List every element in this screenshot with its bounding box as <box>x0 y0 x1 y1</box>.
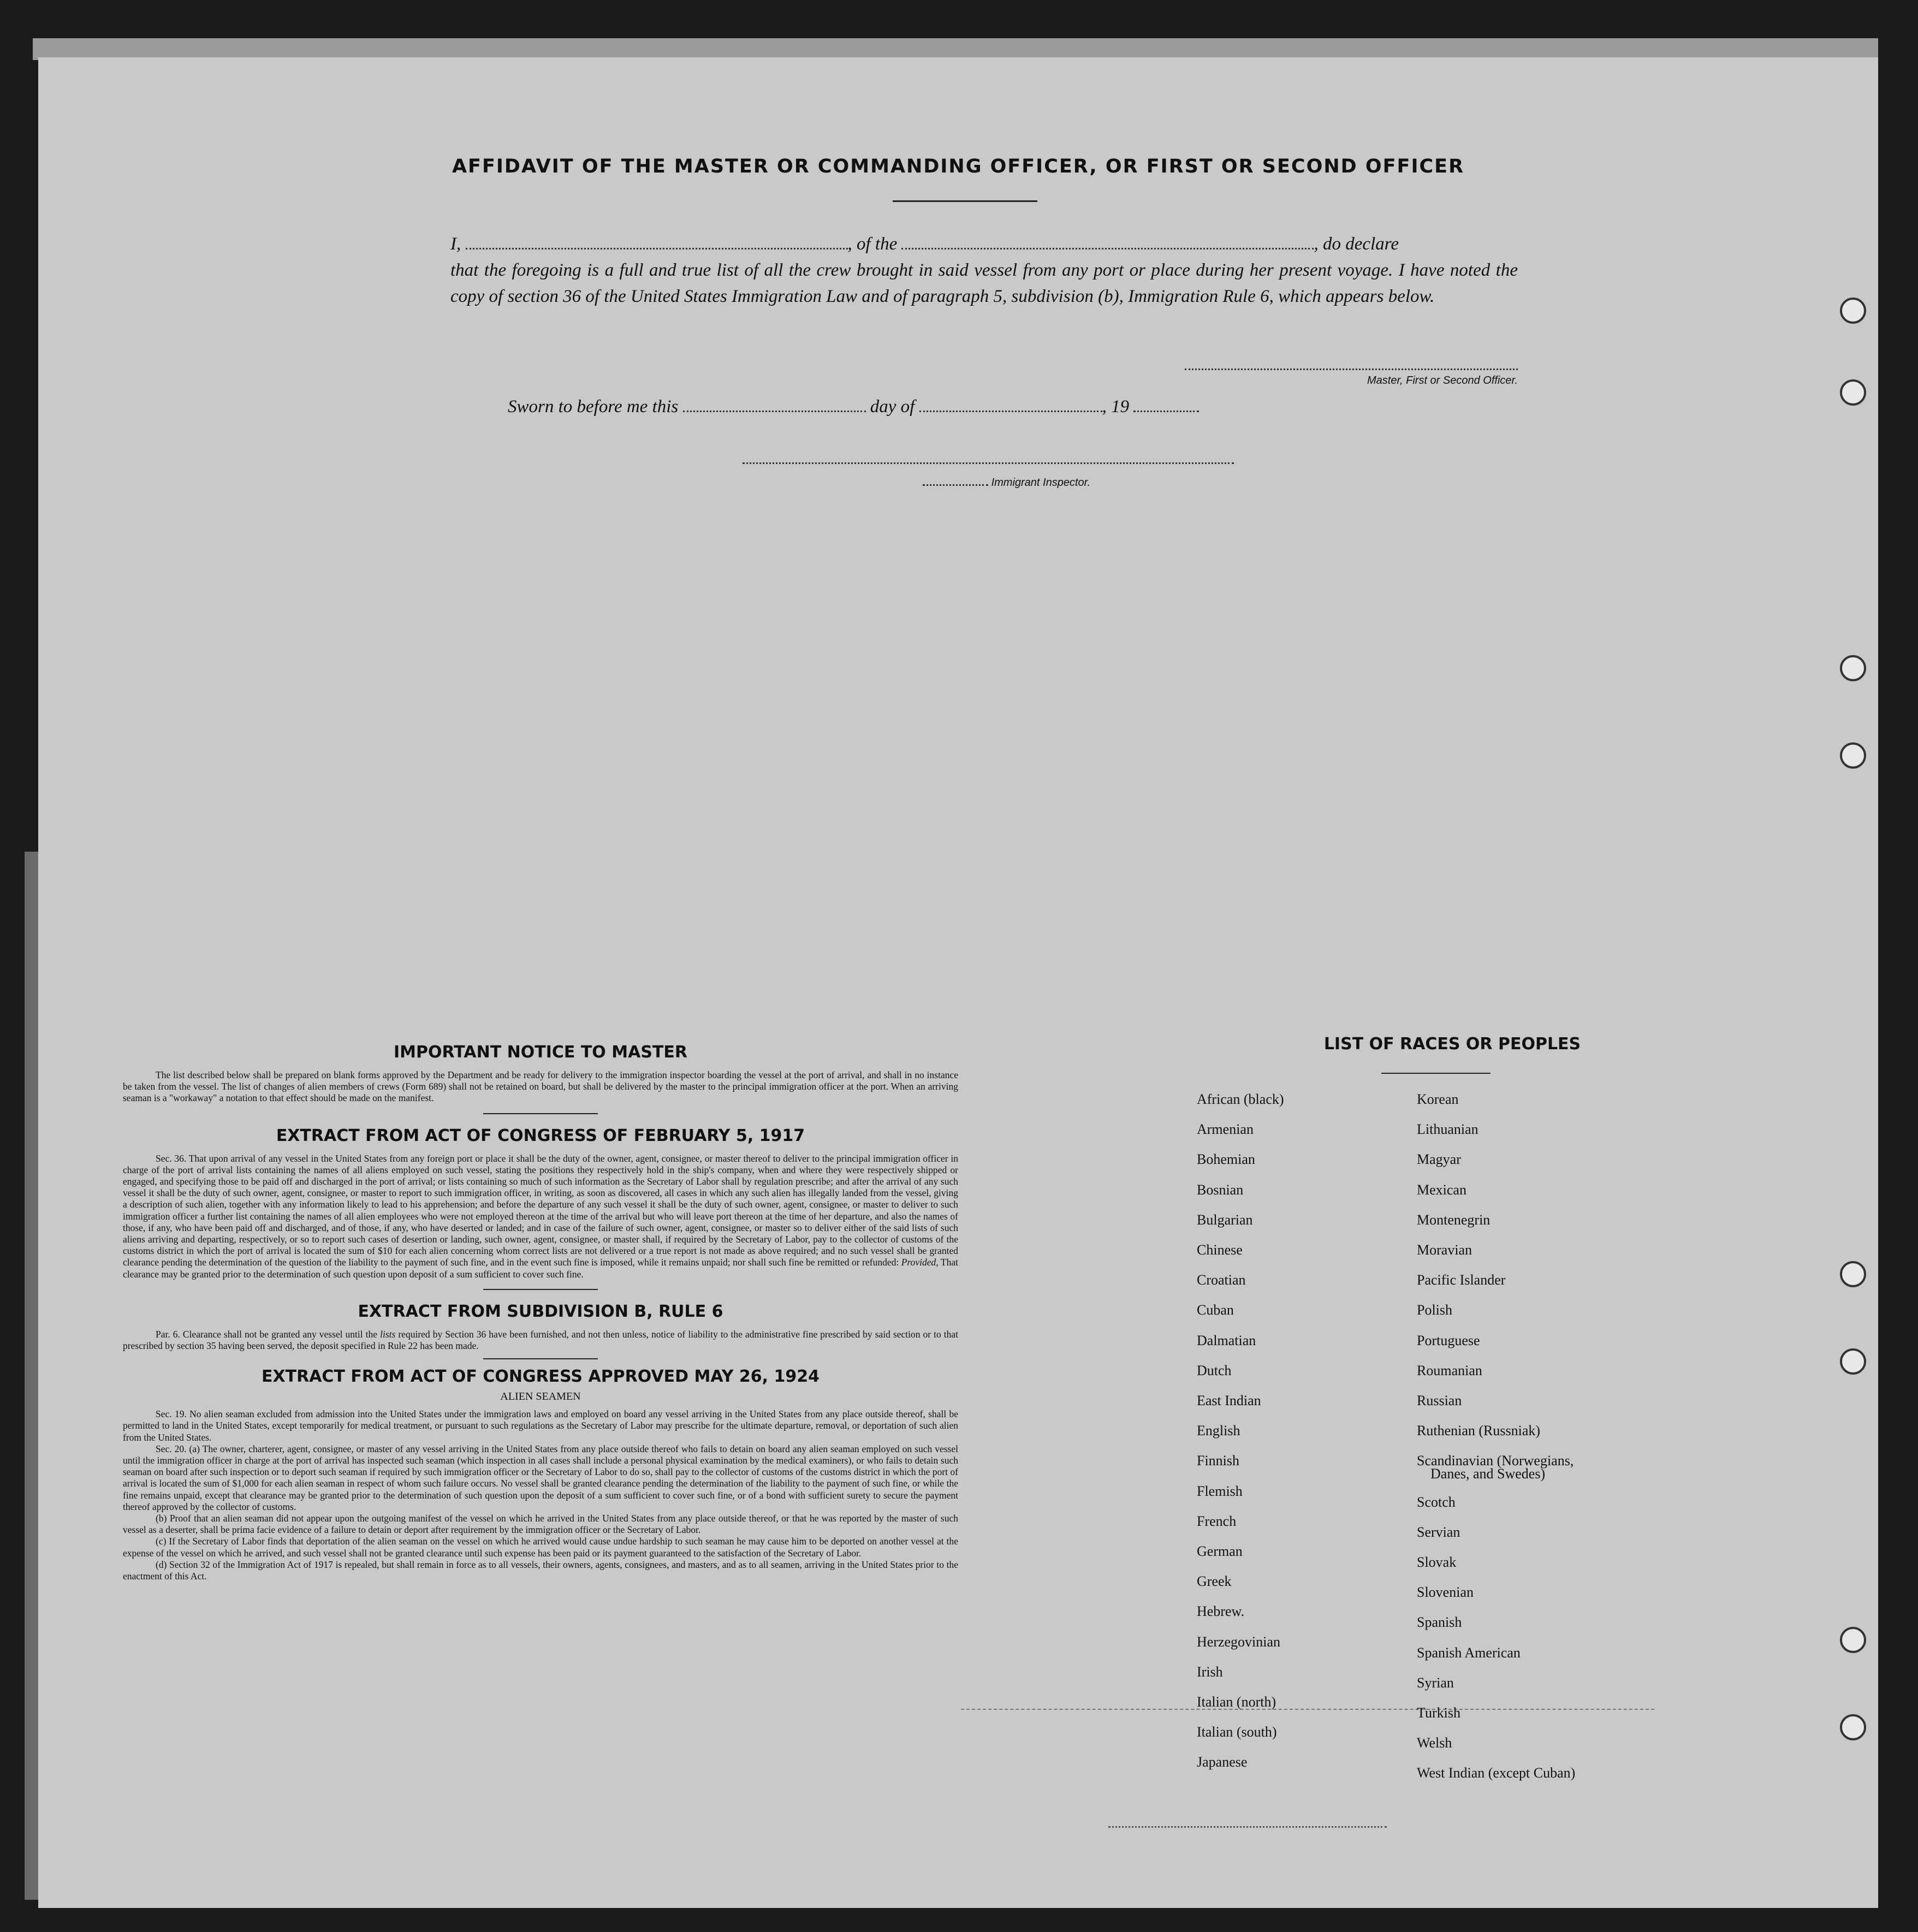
act-1924-subtitle: ALIEN SEAMEN <box>500 1390 581 1403</box>
race-item: Russian <box>1417 1393 1462 1408</box>
act-1924-sec19: Sec. 19. No alien seaman excluded from admission into the United States under the immigration laws and employed on board any vessel arriving in the United States from any place outside thereof, shall be permitted to land in the United States, except temporarily for medical treatment, or pursuant to such regulations as the Secretary of Labor may prescribe for the ultimate departure, removal, or deportation of such alien from the United States. <box>123 1408 958 1443</box>
document-page <box>38 57 1878 1908</box>
rule-6-title: EXTRACT FROM SUBDIVISION B, RULE 6 <box>358 1301 723 1321</box>
section-separator <box>483 1358 598 1359</box>
vessel-blank[interactable] <box>901 248 1314 249</box>
race-item: Polish <box>1417 1302 1453 1318</box>
affidavit-of-the: , of the <box>847 234 898 254</box>
act-1924-sec20a: Sec. 20. (a) The owner, charterer, agent, consignee, or master of any vessel arriving in the United States from any place outside thereof who fails to detain on board any alien seaman employed on such vessel until the immigration officer in charge at the port of arrival has inspected such seaman (which inspection in all cases shall include a personal physical examination by the medical examiners), or who fails to detain such seaman on board after such inspection or to deport such seaman if required by such immigration officer or the Secretary of Labor to do so, shall pay to the collector of customs of the customs district in which the port of arrival is located the sum of $1,000 for each alien seaman in respect of whom such failure occurs. No vessel shall be granted clearance pending the determination of the liability to the payment of such fine, or while the fine remains unpaid, except that clearance may be granted prior to the determination of such question upon the deposit of a sum sufficient to cover such fine, or of a bond with sufficient surety to secure the payment thereof approved by the collector of customs. <box>123 1443 958 1512</box>
race-item: Moravian <box>1417 1242 1472 1258</box>
name-blank[interactable] <box>466 248 848 249</box>
binder-hole <box>1840 379 1866 406</box>
binder-hole <box>1840 1261 1866 1287</box>
race-item: Lithuanian <box>1417 1121 1478 1138</box>
race-item: Roumanian <box>1417 1362 1482 1378</box>
races-title-rule <box>1381 1073 1491 1074</box>
race-item: German <box>1197 1543 1243 1559</box>
race-item: Spanish <box>1417 1614 1462 1631</box>
affidavit-first-line <box>450 231 1518 257</box>
act-1924-title: EXTRACT FROM ACT OF CONGRESS APPROVED MAY 26, 1924 <box>262 1367 820 1387</box>
race-item: English <box>1197 1423 1240 1439</box>
race-item: Greek <box>1197 1573 1232 1590</box>
race-item: Ruthenian (Russniak) <box>1417 1423 1541 1439</box>
affidavit-text <box>450 231 1518 310</box>
act-1924-sec20d: (d) Section 32 of the Immigration Act of 1917 is repealed, but shall remain in force as to all vessels, their owners, agents, consignees, and masters, and as to all seamen, arriving in the United States prior to the enactment of this Act. <box>123 1559 958 1582</box>
race-item: Spanish American <box>1417 1644 1521 1661</box>
race-item: Scotch <box>1417 1494 1456 1510</box>
sworn-day-of: day of <box>870 397 915 417</box>
race-item: Dutch <box>1197 1362 1232 1378</box>
race-item: Japanese <box>1197 1754 1248 1770</box>
act-1924-sec20c: (c) If the Secretary of Labor finds that deportation of the alien seaman on the vessel on which he arrived would cause undue hardship to such seaman he may cause him to be deported on another vessel at the expense of the vessel on which he arrived, and such vessel shall not be granted clearance until such expense has been paid or its payment guaranteed to the satisfaction of the Secretary of Labor. <box>123 1536 958 1559</box>
affidavit-body: that the foregoing is a full and true list of all the crew brought in said vessel from any port or place during her present voyage. I have noted the copy of section 36 of the United States Immigration Law and of paragraph 5, subdivision (b), Immigration Rule 6, which appears below. <box>450 260 1518 306</box>
race-item: Italian (north) <box>1197 1694 1276 1710</box>
sworn-month-blank[interactable] <box>919 411 1102 412</box>
binder-hole <box>1840 298 1866 324</box>
notice-text: The list described below shall be prepared on blank forms approved by the Department and be ready for delivery to the immigration inspector boarding the vessel at the port of arrival, and shall in no instance be taken from the vessel. The list of changes of alien members of crews (Form 689) shall not be retained on board, but shall be delivered by the master to the principal immigration officer at the port. When an arriving seaman is a "workaway" a notation to that effect should be made on the manifest. <box>123 1069 958 1104</box>
signature-label: Master, First or Second Officer. <box>1185 368 1518 387</box>
bottom-dotted-line <box>1108 1826 1387 1828</box>
race-item: French <box>1197 1513 1237 1529</box>
race-item: Cuban <box>1197 1302 1234 1318</box>
section-separator <box>483 1289 598 1290</box>
faint-dashed-line <box>961 1709 1654 1710</box>
inspector-label: Immigrant Inspector. <box>923 477 1090 489</box>
binder-hole <box>1840 655 1866 681</box>
race-item: Herzegovinian <box>1197 1633 1281 1650</box>
sworn-line <box>508 397 1199 417</box>
sworn-day-blank[interactable] <box>683 411 866 412</box>
left-sheet-edge <box>25 852 38 1900</box>
race-item: West Indian (except Cuban) <box>1417 1765 1576 1781</box>
inspector-signature-line[interactable] <box>743 462 1234 464</box>
race-item: Welsh <box>1417 1735 1452 1751</box>
race-item: Montenegrin <box>1417 1211 1491 1228</box>
race-item: Armenian <box>1197 1121 1254 1138</box>
race-item: Magyar <box>1417 1151 1461 1168</box>
inspector-dots <box>923 484 988 486</box>
sworn-prefix: Sworn to before me this <box>508 397 679 417</box>
race-item: Flemish <box>1197 1483 1243 1499</box>
race-item: Servian <box>1417 1524 1460 1540</box>
race-item: Scandinavian (Norwegians, <box>1417 1453 1574 1469</box>
act-1917-text: Sec. 36. That upon arrival of any vessel in the United States from any foreign port or place it shall be the duty of the owner, agent, consignee, or master thereof to deliver to the principal immigration officer in charge of the port of arrival lists containing the names of all aliens employed on such vessel, stating the positions they respectively hold in the ship's company, when and where they were respectively shipped or engaged, and specifying those to be paid off and discharged in the port of arrival; or lists containing so much of such information as the Secretary of Labor shall by regulation prescribe; and after the arrival of any such vessel it shall be the duty of such owner, agent, consignee, or master to report to such immigration officer, in writing, as soon as discovered, all cases in which any such alien has illegally landed from the vessel, giving a description of such alien, together with any information likely to lead to his apprehension; and before the departure of any such vessel it shall be the duty of such owner, agent, consignee, or master to deliver to such immigration officer a further list containing the names of all alien employees who were not employed thereon at the time of the arrival but who will leave port thereon at the time of her departure, and also the names of those, if any, who have been paid off and discharged, and of those, if any, who have deserted or landed; and in case of the failure of such owner, agent, consignee, or master so to deliver either of the said lists of such aliens arriving and departing, respectively, or so to report such cases of desertion or landing, such owner, agent, consignee, or master shall, if required by the Secretary of Labor, pay to the collector of customs of the customs district in which the port of arrival is located the sum of $10 for each alien concerning whom correct lists are not delivered or a true report is not made as above required; and no such vessel shall be granted clearance pending the determination of the question of the liability to the payment of such fine, and in the event such fine is imposed, while it remains unpaid; nor shall such fine be remitted or refunded: Provided, That clearance may be granted prior to the determination of such question upon deposit of a sum sufficient to cover such fine. <box>123 1152 958 1280</box>
race-item: Slovak <box>1417 1554 1457 1570</box>
affidavit-title: AFFIDAVIT OF THE MASTER OR COMMANDING OFFICER, OR FIRST OR SECOND OFFICER <box>452 156 1465 177</box>
race-item: Hebrew. <box>1197 1603 1245 1620</box>
race-item: African (black) <box>1197 1091 1284 1107</box>
race-item: Finnish <box>1197 1453 1240 1469</box>
notice-title: IMPORTANT NOTICE TO MASTER <box>394 1043 687 1062</box>
sworn-year-prefix: , 19 <box>1102 397 1130 417</box>
race-item: Chinese <box>1197 1242 1243 1258</box>
race-item: Syrian <box>1417 1674 1454 1691</box>
race-item: Bulgarian <box>1197 1211 1253 1228</box>
race-item: Turkish <box>1417 1705 1460 1721</box>
affidavit-i: I, <box>450 234 461 254</box>
race-item: Dalmatian <box>1197 1332 1256 1348</box>
race-item: Croatian <box>1197 1272 1246 1288</box>
underlying-sheet-edge <box>33 38 1878 60</box>
binder-hole <box>1840 1348 1866 1375</box>
legal-text-column <box>123 1037 958 1582</box>
race-item: Italian (south) <box>1197 1724 1277 1740</box>
act-1917-title: EXTRACT FROM ACT OF CONGRESS OF FEBRUARY 5, 1917 <box>276 1126 805 1145</box>
race-item: Bohemian <box>1197 1151 1255 1168</box>
title-rule <box>893 200 1037 202</box>
race-item: Bosnian <box>1197 1181 1244 1198</box>
section-separator <box>483 1113 598 1114</box>
rule-6-text: Par. 6. Clearance shall not be granted any vessel until the lists required by Section 36 have been furnished, and not then unless, notice of liability to the administrative fine prescribed by said section or to that prescribed by section 35 having been served, the deposit specified in Rule 22 has been made. <box>123 1328 959 1352</box>
race-item: Irish <box>1197 1663 1223 1680</box>
race-item: Danes, and Swedes) <box>1430 1466 1546 1482</box>
race-item: Mexican <box>1417 1181 1466 1198</box>
race-item: Pacific Islander <box>1417 1272 1506 1288</box>
race-item: Korean <box>1417 1091 1459 1107</box>
binder-hole <box>1840 742 1866 769</box>
races-title: LIST OF RACES OR PEOPLES <box>1323 1035 1581 1054</box>
sworn-year-blank[interactable] <box>1133 411 1199 412</box>
race-item: East Indian <box>1197 1393 1261 1408</box>
race-item: Slovenian <box>1417 1584 1474 1601</box>
binder-hole <box>1840 1714 1866 1740</box>
act-1924-sec20b: (b) Proof that an alien seaman did not appear upon the outgoing manifest of the vessel on which he arrived in the United States from any place outside thereof, or that he was reported by the master of such vessel as a deserter, shall be prima facie evidence of a failure to detain or deport after requirement by the immigration officer or the Secretary of Labor. <box>123 1513 958 1536</box>
binder-hole <box>1840 1627 1866 1653</box>
race-item: Portuguese <box>1417 1332 1480 1348</box>
affidavit-do-declare: , do declare <box>1314 234 1399 254</box>
